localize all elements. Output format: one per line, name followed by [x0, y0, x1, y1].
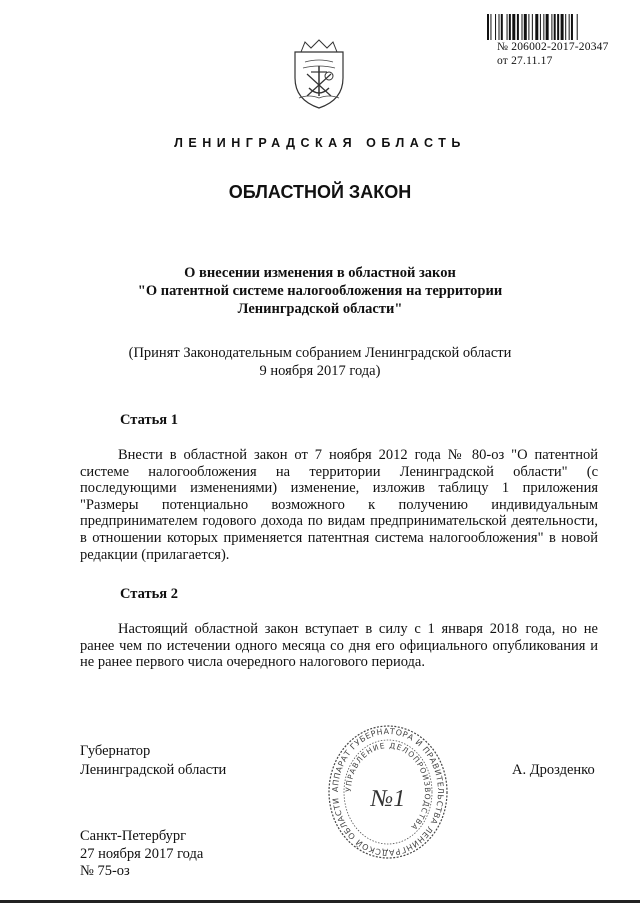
article-1-text — [80, 447, 598, 563]
region-heading: ЛЕНИНГРАДСКАЯ ОБЛАСТЬ — [174, 136, 466, 150]
adoption-note — [80, 344, 560, 380]
footer-number: № 75-оз — [80, 863, 130, 879]
adoption-line: (Принят Законодательным собранием Ленинградской области — [128, 345, 512, 361]
article-1-paragraph: Внести в областной закон от 7 ноября 2012 года № 80-оз "О патентной системе налогообложения на территории Ленинградской области" (с последующими изменениями) изменение, изложив таблицу 1 приложения "Размеры потенциально возможного к получению индивидуальным предпринимателем годового дохода по видам предпринимательской деятельности, в отношении которых применяется патентная система налогообложения" в новой редакции (прилагается). — [80, 447, 598, 563]
signatory-position — [80, 742, 226, 780]
adoption-line: 9 ноября 2017 года) — [259, 363, 381, 379]
signatory-name: А. Дрозденко — [512, 762, 595, 778]
document-footer — [80, 828, 203, 881]
article-2-heading: Статья 2 — [120, 586, 178, 602]
barcode-icon — [487, 14, 622, 40]
article-2-text — [80, 621, 598, 671]
signatory-position-line: Ленинградской области — [80, 762, 227, 778]
law-title-line: Ленинградской области" — [237, 301, 403, 317]
stamp-inner-text: УПРАВЛЕНИЕ ДЕЛОПРОИЗВОДСТВА — [343, 740, 433, 833]
stamp-ring-text: АППАРАТ ГУБЕРНАТОРА И ПРАВИТЕЛЬСТВА ЛЕНИНГРАДСКОЙ ОБЛАСТИ — [330, 726, 446, 858]
coat-of-arms-icon — [289, 38, 349, 110]
page-edge-line — [0, 900, 640, 903]
document-registration — [497, 40, 609, 68]
article-2-paragraph: Настоящий областной закон вступает в силу с 1 января 2018 года, но не ранее чем по истечении одного месяца со дня его официального опубликования и не ранее первого числа очередного налогового периода. — [80, 621, 598, 671]
document-date: от 27.11.17 — [497, 55, 553, 67]
footer-city: Санкт-Петербург — [80, 828, 187, 844]
law-type-heading: ОБЛАСТНОЙ ЗАКОН — [228, 182, 412, 202]
footer-date: 27 ноября 2017 года — [80, 845, 204, 862]
document-number: № 206002-2017-20347 — [497, 41, 609, 53]
law-title — [80, 264, 560, 318]
article-1-heading: Статья 1 — [120, 412, 178, 428]
law-title-line: "О патентной системе налогообложения на территории — [137, 283, 503, 299]
stamp-number: №1 — [370, 786, 406, 812]
law-title-line: О внесении изменения в областной закон — [184, 265, 456, 281]
signatory-position-line: Губернатор — [80, 743, 151, 759]
official-stamp — [326, 724, 450, 860]
